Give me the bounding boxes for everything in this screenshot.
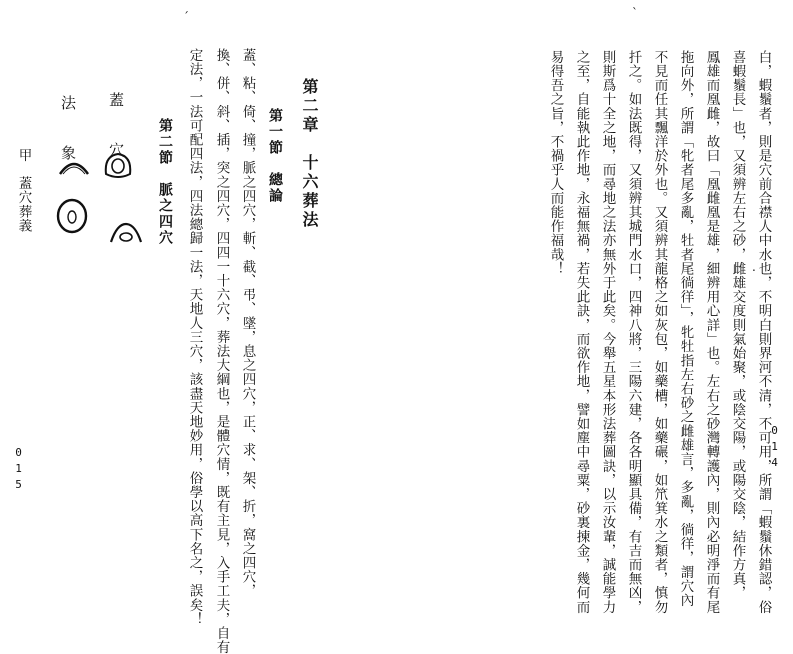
section-1-line-1: 蓋、粘、倚、撞，脈之四穴，斬、截、弔、墜，息之四穴，正、求、架、折，窩之四穴，	[239, 48, 256, 598]
section-1-line-3: 定法，一法可配四法，四法總歸一法，天地人三穴，該盡天地妙用，俗學以高下名之，誤矣！	[186, 48, 203, 627]
ink-mark: ˊ	[183, 10, 189, 24]
text-line-1: 白，蝦鬚者，則是穴前合襟人中水也，不明白則界河不清，不可用，所謂「蝦鬚休錯認，俗	[755, 50, 772, 614]
ink-dot: .	[752, 260, 756, 274]
figure-caption: 法 象	[59, 95, 77, 170]
text-line-6: 扦之。如法既得，又須辨其城門水口，四神八將，三陽六建，各各明顯具備，有吉而無凶，	[625, 50, 642, 614]
section-1-title: 第一節 總論	[267, 108, 283, 204]
arc-shape-figure	[56, 150, 92, 180]
text-line-9: 易得吾之旨，不禍乎人而能作福哉！	[547, 50, 564, 276]
enclosed-mound-figure	[100, 148, 136, 184]
mound-figure	[107, 218, 145, 248]
figure-label: 蓋 穴	[107, 92, 125, 167]
right-page-number: 014	[768, 424, 781, 472]
ink-mark: ˋ	[632, 6, 638, 20]
left-page-number: 015	[12, 446, 25, 494]
figure-header: 甲 蓋穴葬義	[15, 148, 32, 233]
section-1-line-2: 換、併、斜、插，突之四穴，四四一十六穴，葬法大綱也，是體穴情，既有主見，入手工夫，自有	[213, 48, 230, 654]
right-page	[400, 0, 793, 614]
section-2-title: 第二節 脈之四穴	[157, 118, 173, 246]
chapter-title: 第二章 十六葬法	[300, 78, 319, 230]
text-line-2: 喜蝦鬚長」也，又須辨左右之砂，雌雄交度則氣始聚，或陰交陽，或陽交陰，結作方真，	[729, 50, 746, 600]
text-line-5: 不見而任其飄洋於外也。又須辨其龍格之如灰包，如藥槽，如藥碾，如笊箕水之類者，慎勿	[651, 50, 668, 614]
text-line-4: 拖向外，所謂「牝者尾多亂，牡者尾徜徉」，牝牡指左右砂之雌雄言，多亂，徜徉，謂穴內	[677, 50, 694, 608]
oval-figure	[54, 196, 90, 236]
text-line-8: 之至，自能執此作地，永福無禍，若失此訣，而欲作地，譬如塵中尋粟，砂裏揀金，幾何而	[573, 50, 590, 614]
text-line-3: 鳳雄而凰雌，故曰「凰雌凰是雄，細辨用心詳」也。左右之砂灣轉護內，則內必明淨而有尾	[703, 50, 720, 614]
text-line-7: 則斯爲十全之地，而尋地之法亦無外于此矣。今舉五星本形法葬圖訣，以示汝輩，誠能學力	[599, 50, 616, 614]
